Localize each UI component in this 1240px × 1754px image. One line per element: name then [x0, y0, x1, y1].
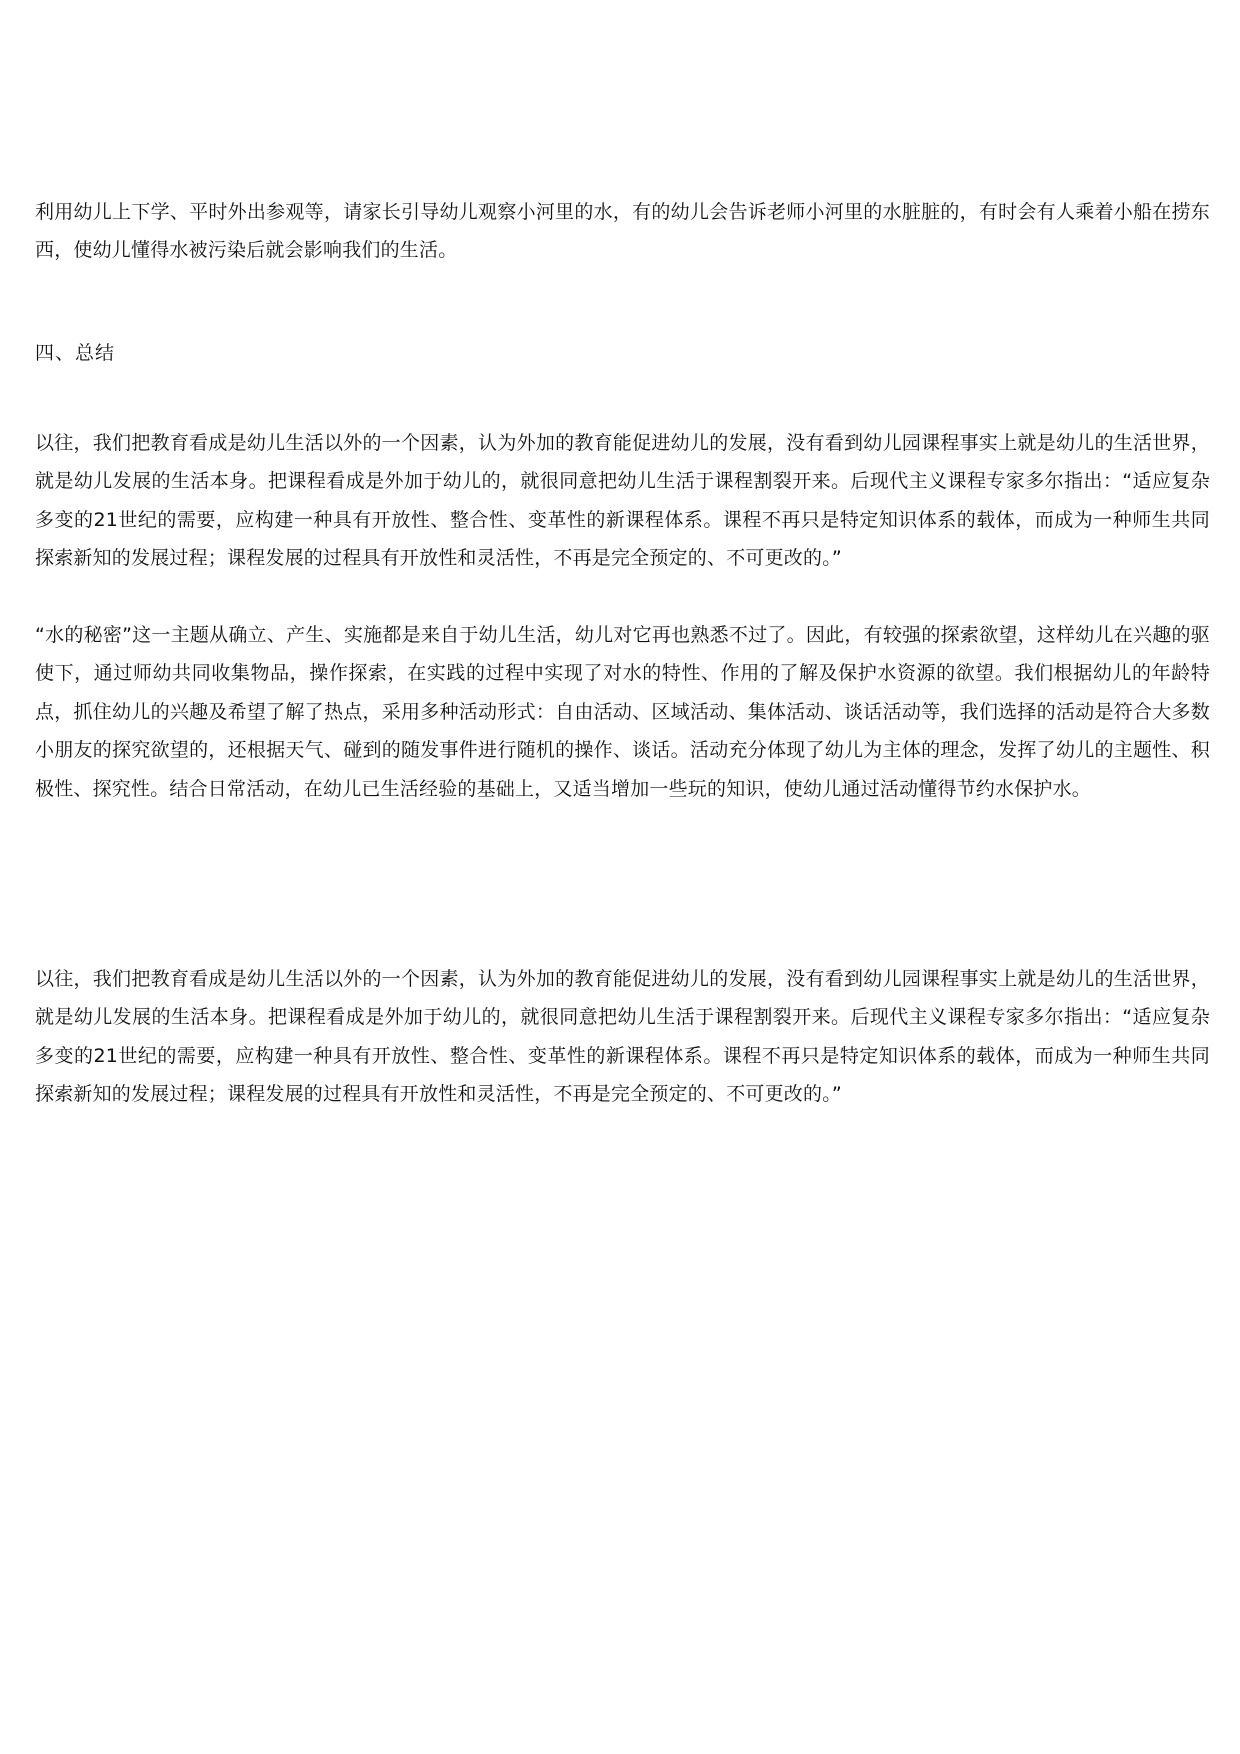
paragraph-observe-river-water: 利用幼儿上下学、平时外出参观等，请家长引导幼儿观察小河里的水，有的幼儿会告诉老师小河里的水脏脏的，有时会有人乘着小船在捞东西，使幼儿懂得水被污染后就会影响我们的生活。	[35, 201, 1210, 262]
paragraph-curriculum-view-repeat: 以往，我们把教育看成是幼儿生活以外的一个因素，认为外加的教育能促进幼儿的发展，没有看到幼儿园课程事实上就是幼儿的生活世界，就是幼儿发展的生活本身。把课程看成是外加于幼儿的，就很同意把幼儿生活于课程割裂开来。后现代主义课程专家多尔指出：“适应复杂多变的21世纪的需要，应构建一种具有开放性、整合性、变革性的新课程体系。课程不再只是特定知识体系的载体，而成为一种师生共同探索新知的发展过程；课程发展的过程具有开放性和灵活性，不再是完全预定的、不可更改的。”	[35, 968, 1210, 1106]
paragraph-water-secret-theme: “水的秘密”这一主题从确立、产生、实施都是来自于幼儿生活，幼儿对它再也熟悉不过了。因此，有较强的探索欲望，这样幼儿在兴趣的驱使下，通过师幼共同收集物品，操作探索，在实践的过程中实现了对水的特性、作用的了解及保护水资源的欲望。我们根据幼儿的年龄特点，抓住幼儿的兴趣及希望了解了热点，采用多种活动形式：自由活动、区域活动、集体活动、谈话活动等，我们选择的活动是符合大多数小朋友的探究欲望的，还根据天气、碰到的随发事件进行随机的操作、谈话。活动充分体现了幼儿为主体的理念，发挥了幼儿的主题性、积极性、探究性。结合日常活动，在幼儿已生活经验的基础上，又适当增加一些玩的知识，使幼儿通过活动懂得节约水保护水。	[35, 624, 1210, 800]
paragraph-curriculum-view: 以往，我们把教育看成是幼儿生活以外的一个因素，认为外加的教育能促进幼儿的发展，没有看到幼儿园课程事实上就是幼儿的生活世界，就是幼儿发展的生活本身。把课程看成是外加于幼儿的，就很同意把幼儿生活于课程割裂开来。后现代主义课程专家多尔指出：“适应复杂多变的21世纪的需要，应构建一种具有开放性、整合性、变革性的新课程体系。课程不再只是特定知识体系的载体，而成为一种师生共同探索新知的发展过程；课程发展的过程具有开放性和灵活性，不再是完全预定的、不可更改的。”	[35, 432, 1210, 570]
section-heading-summary: 四、总结	[35, 342, 116, 364]
